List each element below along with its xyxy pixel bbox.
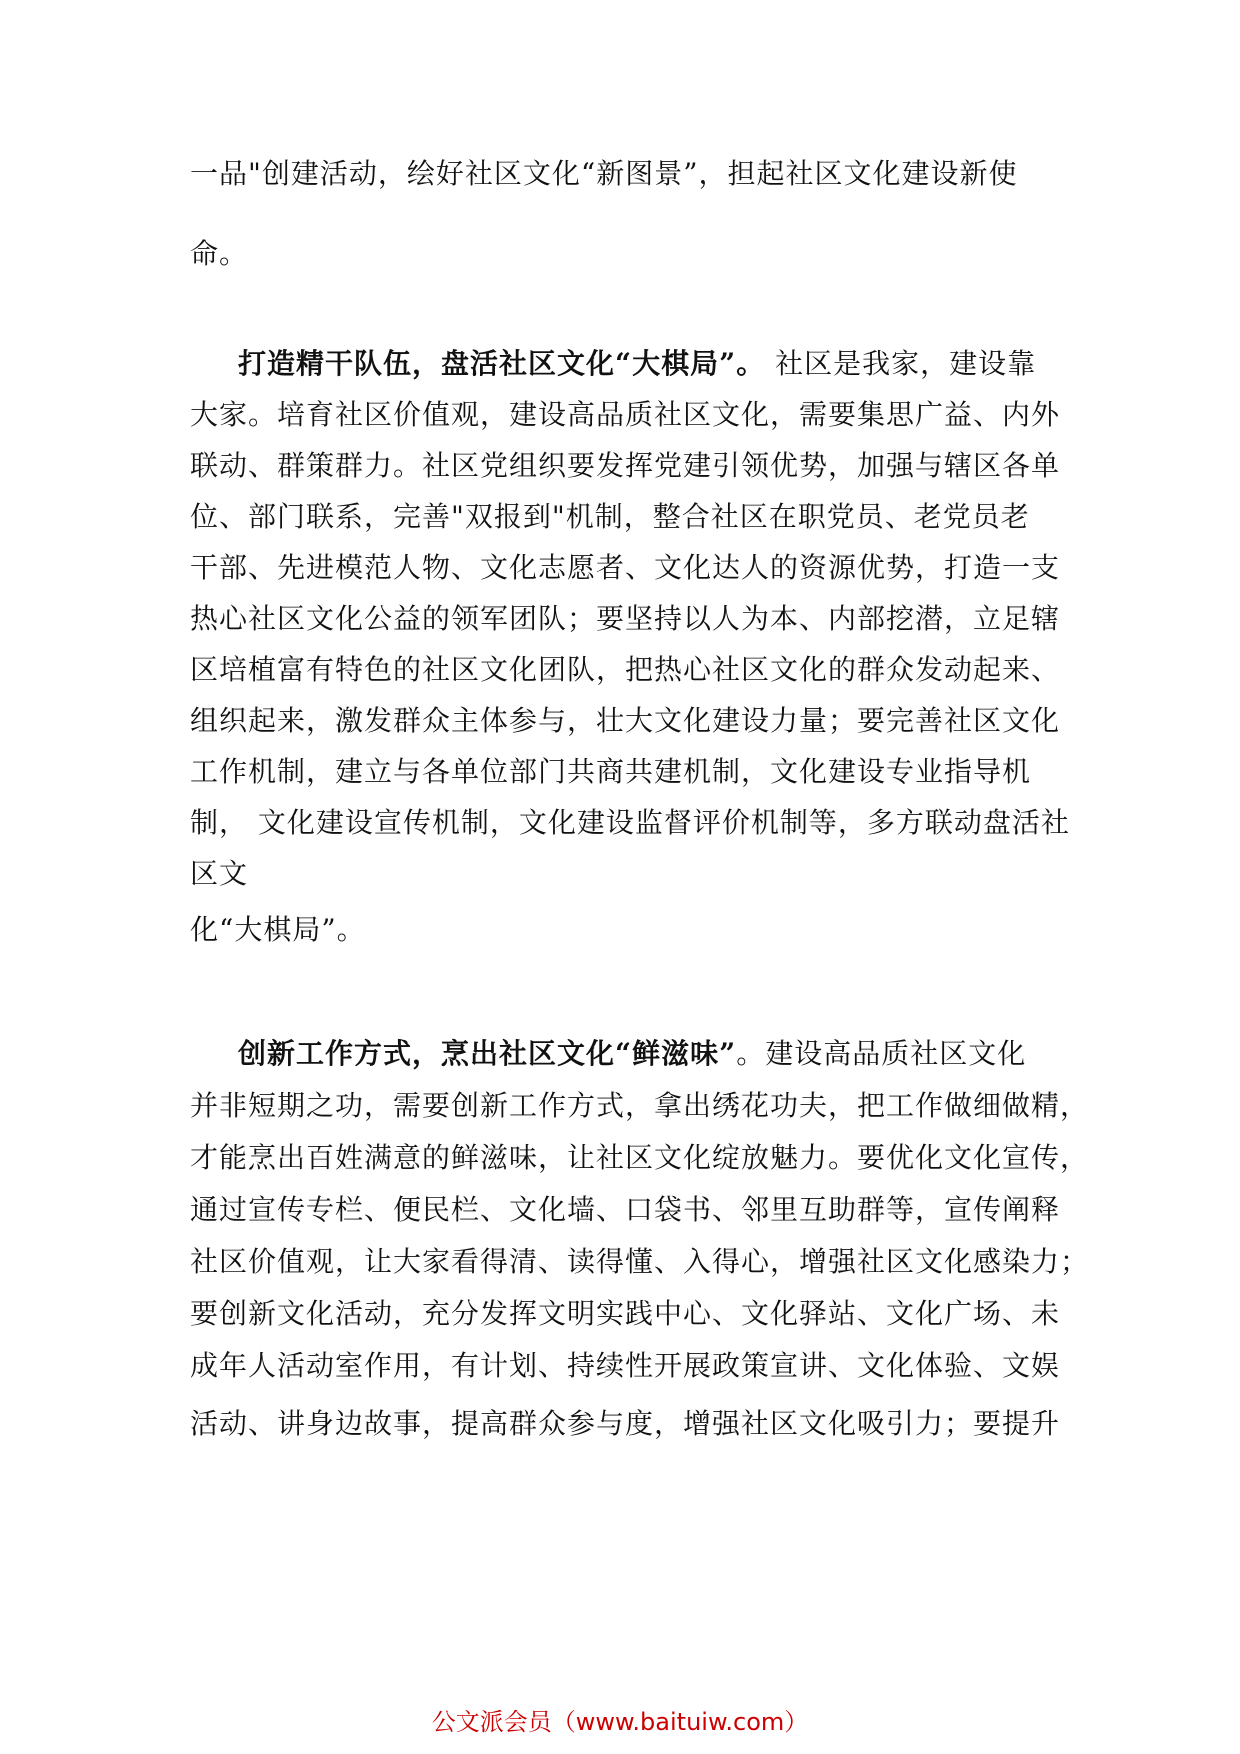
section1-line: 区培植富有特色的社区文化团队，把热心社区文化的群众发动起来、 xyxy=(190,653,1061,686)
section1-first-line-rest: 社区是我家，建设靠 xyxy=(765,347,1037,380)
section1-line: 干部、先进模范人物、文化志愿者、文化达人的资源优势，打造一支 xyxy=(190,551,1061,584)
section1-line: 联动、群策群力。社区党组织要发挥党建引领优势，加强与辖区各单 xyxy=(190,449,1061,482)
section1-line: 大家。培育社区价值观，建设高品质社区文化，需要集思广益、内外 xyxy=(190,398,1061,431)
section2-line: 成年人活动室作用，有计划、持续性开展政策宣讲、文化体验、文娱 xyxy=(190,1349,1061,1382)
section2-line: 要创新文化活动，充分发挥文明实践中心、文化驿站、文化广场、未 xyxy=(190,1297,1061,1330)
section1-heading: 打造精干队伍，盘活社区文化“大棋局”。 xyxy=(238,347,766,380)
section2-line: 并非短期之功，需要创新工作方式，拿出绣花功夫，把工作做细做精， xyxy=(190,1089,1090,1122)
section1-line: 区文 xyxy=(190,857,249,890)
intro-line-2: 命。 xyxy=(190,237,249,270)
intro-line-1: 一品"创建活动，绘好社区文化“新图景”，担起社区文化建设新使 xyxy=(190,157,1018,190)
section1-line: 工作机制，建立与各单位部门共商共建机制，文化建设专业指导机 xyxy=(190,755,1032,788)
section1-line: 热心社区文化公益的领军团队；要坚持以人为本、内部挖潜，立足辖 xyxy=(190,602,1061,635)
section2-first-line xyxy=(238,1037,1027,1070)
section1-line: 组织起来，激发群众主体参与，壮大文化建设力量；要完善社区文化 xyxy=(190,704,1061,737)
section2-line: 才能烹出百姓满意的鲜滋味，让社区文化绽放魅力。要优化文化宣传， xyxy=(190,1141,1090,1174)
footer-watermark: 公文派会员（www.baituiw.com） xyxy=(431,1708,809,1736)
section1-line: 制， 文化建设宣传机制，文化建设监督评价机制等，多方联动盘活社 xyxy=(190,806,1070,839)
section2-line: 社区价值观，让大家看得清、读得懂、入得心，增强社区文化感染力； xyxy=(190,1245,1090,1278)
section1-line: 位、部门联系，完善"双报到"机制，整合社区在职党员、老党员老 xyxy=(190,500,1030,533)
section2-line: 活动、讲身边故事，提高群众参与度，增强社区文化吸引力；要提升 xyxy=(190,1407,1061,1440)
section2-heading: 创新工作方式，烹出社区文化“鲜滋味” xyxy=(238,1037,737,1070)
section2-line: 通过宣传专栏、便民栏、文化墙、口袋书、邻里互助群等，宣传阐释 xyxy=(190,1193,1061,1226)
section2-first-line-rest: 。建设高品质社区文化 xyxy=(736,1037,1027,1070)
section1-first-line xyxy=(238,347,1037,380)
section1-line: 化“大棋局”。 xyxy=(190,913,366,946)
